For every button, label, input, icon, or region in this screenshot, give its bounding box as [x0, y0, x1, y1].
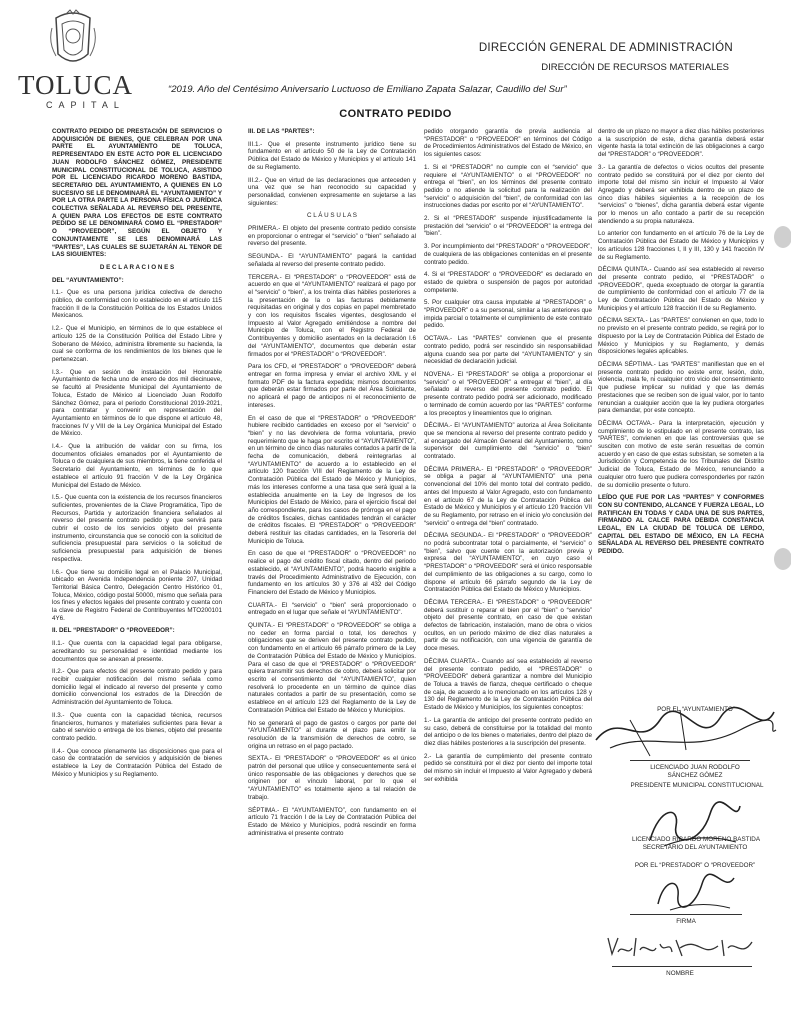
toluca-crest-icon: [48, 8, 98, 72]
clause-sexta: SEXTA.- El “PRESTADOR” o “PROVEEDOR” es el único patrón del personal que utilice y consecuentemente será el único responsable de las obligaciones y derechos que se originen por el vínculo laboral, por lo que el “AYUNTAMIENTO” es totalmente ajeno a tal relación de trabajo.: [248, 755, 416, 801]
handwritten-provider-name: [602, 930, 762, 966]
declaration-paragraph: II.1.- Que cuenta con la capacidad legal para obligarse, acreditando su personalidad e identidad mediante los documentos que se anexan al presente.: [52, 640, 222, 663]
clause-decima-octava: DÉCIMA OCTAVA.- Para la interpretación, ejecución y cumplimiento de lo estipulado en el presente contrato, las “PARTES”, convienen en que las controversias que se susciten con motivo de este serán resueltas de común acuerdo y en caso de que estas subsistan, se someten a la Jurisdicción y Competencia de los Tribunales del Distrito Judicial de Toluca, Estado de México, renunciando a cualquier otro fuero que pudiera corresponderles por razón de su domicilio presente o futuro.: [598, 419, 764, 489]
declaration-paragraph: I.1.- Que es una persona jurídica colectiva de derecho público, de conformidad con lo establecido en el artículo 115 fracción II de la Constitución Política de los Estados Unidos Mexicanos.: [52, 289, 222, 320]
declaration-paragraph: III.2.- Que en virtud de las declaraciones que anteceden y una vez que se han reconocido su capacidad y personalidad, convienen expresamente en sujetarse a las siguientes:: [248, 176, 416, 207]
declaration-paragraph: I.5.- Que cuenta con la existencia de los recursos financieros suficientes, provenientes de la Clave Programática, Tipo de Recursos, Partida y autorización financiera señalados al reverso del presente contrato pedido y que servirá para cubrir el costo de los servicios objeto del presente instrumento, circunstancia que se conoció con la solicitud de suficiencia presupuestal para servicios o la solicitud de suficiencia presupuestal para adquisición de bienes respectiva.: [52, 494, 222, 563]
preamble: CONTRATO PEDIDO DE PRESTACIÓN DE SERVICIOS O ADQUISICIÓN DE BIENES, QUE CELEBRAN POR UNA PARTE EL AYUNTAMIENTO DE TOLUCA, REPRESENTADO EN ESTE ACTO POR EL LICENCIADO JUAN RODOLFO SÁNCHEZ GÓMEZ, PRESIDENTE MUNICIPAL CONSTITUCIONAL DE TOLUCA, ASISTIDO POR EL LICENCIADO RICARDO MORENO BASTIDA, SECRETARIO DEL AYUNTAMIENTO, A QUIENES EN LO SUCESIVO SE LE DENOMINARÁ EL “AYUNTAMIENTO” Y POR LA OTRA PARTE LA PERSONA FÍSICA O JURÍDICA COLECTIVA SEÑALADA AL REVERSO DEL PRESENTE, A QUIEN PARA LOS EFECTOS DE ESTE CONTRATO PEDIDO SE LE DENOMINARÁ COMO EL “PRESTADOR” O “PROVEEDOR”, SEGÚN EL OBJETO Y CONJUNTAMENTE SE LES DENOMINARÁ LAS “PARTES”, LAS CUALES SE SUJETARÁN AL TENOR DE LAS SIGUIENTES:: [52, 128, 222, 259]
logo-wordmark: TOLUCA: [18, 70, 134, 100]
mayor-title: PRESIDENTE MUNICIPAL CONSTITUCIONAL: [630, 782, 764, 789]
clause-paragraph: dentro de un plazo no mayor a diez días hábiles posteriores a la suscripción de este, dicha garantía deberá estar vigente hasta la total extinción de las obligaciones a cargo del “PRESTADOR” o “PROVEEDOR”.: [598, 128, 764, 159]
prestador-heading: II. DEL “PRESTADOR” O “PROVEEDOR”:: [52, 627, 175, 635]
clause-primera: PRIMERA.- El objeto del presente contrato pedido consiste en proporcionar o entregar el “servicio” o “bien” señalado al reverso del presente.: [248, 225, 416, 248]
clause-paragraph: En caso de que el “PRESTADOR” o “PROVEEDOR” no realice el pago del crédito fiscal citado, dentro del periodo establecido, el “AYUNTAMIENTO”, podrá hacerlo exigible a través del Procedimiento Administrativo de Ejecución, con fundamento en los artículos 30 y 376 al 432 del Código Financiero del Estado de México y Municipios.: [248, 550, 416, 596]
clause-item: 1.- La garantía de anticipo del presente contrato pedido en su caso, deberá de constituirse por la totalidad del monto del anticipo o de los bienes o materiales, dentro del plazo de diez días hábiles posteriores a la suscripción del presente.: [424, 716, 592, 747]
clause-item: 2.- La garantía de cumplimiento del presente contrato pedido se constituirá por el diez por ciento del importe total del mismo sin incluir el Impuesto al Valor Agregado y deberá ser exhibida: [424, 752, 592, 783]
signature-mayor: [590, 700, 780, 760]
secretary-name: LICENCIADO RICARDO MORENO BASTIDA: [631, 836, 761, 843]
mayor-name-line2: SÁNCHEZ GÓMEZ: [667, 772, 723, 779]
clause-decima: DÉCIMA.- El “AYUNTAMIENTO” autoriza al Área Solicitante que se menciona al reverso del presente contrato pedido y al encargado del Almacén General del Ayuntamiento, como supervisor del cumplimiento del “servicio” o “bien” contratado.: [424, 422, 592, 461]
nombre-line: [612, 966, 752, 967]
clause-item: 5. Por cualquier otra causa imputable al “PRESTADOR” o “PROVEEDOR” o a su personal, similar a las anteriores que impida parcial o totalmente el cumplimiento de este contrato pedido.: [424, 299, 592, 330]
signature-line: [630, 760, 750, 761]
clause-decima-quinta: DÉCIMA QUINTA.- Cuando así sea establecido al reverso del presente contrato pedido, el “PRESTADOR” o “PROVEEDOR”, queda exceptuado de otorgar la garantía de cumplimiento de conformidad con el artículo 77 de la Ley de Contratación Pública del Estado de México y Municipios y el artículo 128 fracción II de su Reglamento.: [598, 266, 764, 312]
signature-provider: [650, 870, 740, 914]
declaration-paragraph: III.1.- Que el presente instrumento jurídico tiene su fundamento en el artículo 50 de la Ley de Contratación Pública del Estado de México y Municipios y el artículo 141 de su Reglamento.: [248, 140, 416, 171]
clause-tercera: TERCERA.- El “PRESTADOR” o “PROVEEDOR” está de acuerdo en que el “AYUNTAMIENTO” realizará el pago por el “servicio” o “bien”, a los treinta días hábiles posteriores a la presentación de la o las facturas debidamente requisitadas en original y dos copias en papel membretado y con los requisitos fiscales vigentes, desglosando el Impuesto al Valor Agregado emitiéndose a nombre del Municipio de Toluca, con el Registro Federal de Contribuyentes y domicilio asentados en la declaración I.6 del “AYUNTAMIENTO”, documentos que deberán estar firmados por el “PRESTADOR” o “PROVEEDOR”.: [248, 273, 416, 358]
clause-decima-septima: DÉCIMA SÉPTIMA.- Las “PARTES” manifiestan que en el presente contrato pedido no existe error, lesión, dolo, violencia, mala fe, ni cualquier otro vicio del consentimiento que pudiese implicar su nulidad y que las demás prestaciones que se reciben son de igual valor, por lo tanto renuncian a cualquier acción que la ley pudiera otorgarles para demandar, por este concepto.: [598, 360, 764, 415]
declaration-paragraph: I.2.- Que el Municipio, en términos de lo que establece el artículo 125 de la Constitución Política del Estado Libre y Soberano de México, administra libremente su hacienda, la cual se conforma de los rendimientos de los bienes que le pertenezcan.: [52, 325, 222, 363]
firma-label: FIRMA: [676, 918, 696, 925]
clause-item: 2. Si el “PRESTADOR” suspende injustificadamente la prestación del “servicio” o el “PROVEEDOR” la entrega del “bien”.: [424, 215, 592, 238]
column-2: [248, 128, 416, 842]
declaraciones-heading: D E C L A R A C I O N E S: [99, 263, 175, 271]
nombre-label: NOMBRE: [666, 970, 694, 977]
clause-quinta: QUINTA.- El “PRESTADOR” o “PROVEEDOR” se obliga a no ceder en forma parcial o total, los derechos y obligaciones que se deriven del presente contrato pedido, con fundamento en el artículo 66 párrafo primero de la Ley de Contratación Pública del Estado de México y Municipios. Para el caso de que el “PRESTADOR” o “PROVEEDOR” quiera transmitir sus derechos de cobro, deberá solicitar por escrito el consentimiento del “AYUNTAMIENTO”, quien resolverá lo procedente en un término de quince días naturales contados a partir de su presentación, como se establece en el artículo 123 del Reglamento de la Ley de Contratación Pública del Estado de México y Municipios.: [248, 622, 416, 714]
declaration-paragraph: I.4.- Que la atribución de validar con su firma, los documentos oficiales emanados por el Ayuntamiento de Toluca o de cualquiera de sus miembros, la tiene conferida el Secretario del Ayuntamiento, en términos de lo que establece el artículo 91 fracción V de la Ley Orgánica Municipal del Estado de México.: [52, 443, 222, 489]
partes-heading: III. DE LAS “PARTES”:: [248, 128, 315, 135]
column-4: [598, 128, 764, 561]
clause-octava: OCTAVA.- Las “PARTES” convienen que el presente contrato pedido, podrá ser rescindido sin responsabilidad alguna cuando sea por parte del “AYUNTAMIENTO” y sin necesidad de declaración judicial.: [424, 335, 592, 366]
secretary-title: SECRETARIO DEL AYUNTAMIENTO: [642, 844, 748, 851]
declaration-paragraph: I.3.- Que en sesión de instalación del Honorable Ayuntamiento de fecha uno de enero de dos mil diecinueve, se facultó al Presidente Municipal del Ayuntamiento de Toluca, Estado de México al Licenciado Juan Rodolfo Sánchez Gómez, para el periodo Constitucional 2019-2021, para contratar y convenir en representación del Ayuntamiento en términos de lo que dispone el artículo 48, fracciones IV y VIII de la Ley Orgánica Municipal del Estado de México.: [52, 368, 222, 438]
clause-paragraph: En el caso de que el “PRESTADOR” o “PROVEEDOR” hubiere recibido cantidades en exceso por el “servicio” o “bien” y no las devolviera de forma voluntaria, previo requerimiento que le haga por escrito el “AYUNTAMIENTO”, en un término de cinco días naturales contados a partir de la fecha de comunicación, deberá reintegrarlas al “AYUNTAMIENTO” de acuerdo a lo establecido en el artículo 120 fracción VIII del Reglamento de la Ley de Contratación Pública del Estado de México y Municipios, más los intereses conforme a una tasa que será igual a la establecida anualmente en la Ley de Ingresos de los Municipios del Estado de México, para el ejercicio fiscal del año correspondiente, para los casos de prórroga en el pago de créditos fiscales, dichas cantidades tendrán el carácter de créditos fiscales. El “PRESTADOR” o “PROVEEDOR” deberá restituir las citadas cantidades, en la Tesorería del Municipio de Toluca.: [248, 414, 416, 545]
firma-line: [630, 914, 742, 915]
direccion-recursos-heading: DIRECCIÓN DE RECURSOS MATERIALES: [541, 62, 729, 73]
direccion-general-heading: DIRECCIÓN GENERAL DE ADMINISTRACIÓN: [478, 42, 733, 54]
year-motto: “2019. Año del Centésimo Aniversario Luctuoso de Emiliano Zapata Salazar, Caudillo del Sur”: [168, 84, 567, 95]
clause-paragraph: Lo anterior con fundamento en el artículo 76 de la Ley de Contratación Pública del Estado de México y Municipios y los artículos 128 fracciones I, II y III, 130 y 141 fracción IV de su Reglamento.: [598, 230, 764, 261]
clause-cuarta: CUARTA.- El “servicio” o “bien” será proporcionado o entregado en el lugar que señale el “AYUNTAMIENTO”.: [248, 601, 416, 617]
declaration-paragraph: II.2.- Que para efectos del presente contrato pedido y para recibir cualquier notificación del mismo señala como domicilio legal el indicado al reverso del presente y como domicilio convencional los estrados de la Dirección de Administración del Ayuntamiento de Toluca.: [52, 668, 222, 707]
clause-decima-tercera: DÉCIMA TERCERA.- El “PRESTADOR” o “PROVEEDOR” deberá sustituir o reparar el bien por el “bien” o “servicio” objeto del presente contrato, en caso de que existan defectos de fabricación, instalación, mano de obra o vicios ocultos, en un periodo máximo de diez días naturales a partir de su notificación, con una vigencia de garantía de doce meses.: [424, 598, 592, 653]
por-prestador-label: POR EL “PRESTADOR” O “PROVEEDOR”: [634, 862, 756, 869]
clause-paragraph: Para los CFD, el “PRESTADOR” o “PROVEEDOR” deberá entregar en forma impresa y enviar el archivo XML y el formato PDF de la factura expedida; mismos documentos que deberán estar firmados por parte del Área Solicitante, no aplicará el pago de anticipos ni el reconocimiento de intereses.: [248, 363, 416, 409]
clause-septima: SÉPTIMA.- El “AYUNTAMIENTO”, con fundamento en el artículo 71 fracción I de la Ley de Contratación Pública del Estado de México y Municipios, podrá rescindir en forma administrativa el presente contrato: [248, 806, 416, 837]
column-1: [52, 128, 222, 783]
declaration-paragraph: II.4.- Que conoce plenamente las disposiciones que para el caso de contratación de servicios y adquisición de bienes establece la Ley de Contratación Pública del Estado de México y Municipios y su Reglamento.: [52, 747, 222, 778]
por-ayuntamiento-label: POR EL “AYUNTAMIENTO”: [657, 706, 735, 713]
punch-hole: [774, 548, 791, 570]
clause-paragraph: pedido otorgando garantía de previa audiencia al “PRESTADOR” o “PROVEEDOR” en términos del Código de Procedimientos Administrativos del Estado de México, en los siguientes casos:: [424, 128, 592, 159]
clause-item: 4. Si el “PRESTADOR” o “PROVEEDOR” es declarado en estado de quiebra o suspensión de pagos por autoridad competente.: [424, 271, 592, 294]
toluca-logo: [18, 8, 134, 110]
declaration-paragraph: II.3.- Que cuenta con la capacidad técnica, recursos financieros, humanos y materiales suficientes para llevar a cabo el servicio o entrega de los bienes, objeto del presente contrato pedido.: [52, 711, 222, 742]
logo-subtitle: CAPITAL: [46, 100, 125, 110]
clause-item: 1. Si el “PRESTADOR” no cumple con el “servicio” que requiere el “AYUNTAMIENTO” o el “PROVEEDOR” no entrega el “bien”, en los términos del presente contrato pedido o no atiende la solicitud para la realización del “servicio” o adquisición del “bien”, de conformidad con las instrucciones dadas por escrito por el “AYUNTAMIENTO”.: [424, 163, 592, 210]
clause-decima-cuarta: DÉCIMA CUARTA.- Cuando así sea establecido al reverso del presente contrato pedido, el “PRESTADOR” o “PROVEEDOR” deberá garantizar a nombre del Municipio de Toluca a través de fianza, cheque certificado o cheque de caja, de acuerdo a lo mencionado en los artículos 128 y 130 del Reglamento de la Ley de Contratación Pública del Estado de México y Municipios, los siguientes conceptos:: [424, 657, 592, 712]
document-title: CONTRATO PEDIDO: [339, 108, 452, 120]
clause-segunda: SEGUNDA.- El “AYUNTAMIENTO” pagará la cantidad señalada al reverso del presente contrato pedido.: [248, 253, 416, 268]
clause-paragraph: No se generará el pago de gastos o cargos por parte del “AYUNTAMIENTO” al durante el plazo para emitir la resolución de la transmisión de derechos de cobro, se origina un retraso en el pago pactado.: [248, 719, 416, 750]
mayor-name-line1: LICENCIADO JUAN RODOLFO: [650, 764, 740, 771]
ayuntamiento-heading: DEL “AYUNTAMIENTO”:: [52, 276, 124, 284]
clause-item: 3. Por incumplimiento del “PRESTADOR” o “PROVEEDOR”, de cualquiera de las obligaciones contenidas en el presente contrato pedido.: [424, 243, 592, 266]
clause-item: 3.- La garantía de defectos o vicios ocultos del presente contrato pedido se constituirá por el diez por ciento del importe total del mismo sin incluir el Impuesto al Valor Agregado y deberá ser exhibida dentro de un plazo de cinco días hábiles siguientes a la recepción de los “servicios” o “bienes”, dicha garantía deberá estar vigente por lo menos un año contado a partir de su recepción atendiendo a su propia naturaleza.: [598, 163, 764, 225]
punch-hole: [774, 226, 791, 248]
clause-decima-sexta: DÉCIMA SEXTA.- Las “PARTES” convienen en que, todo lo no previsto en el presente contrato pedido, se regirá por lo dispuesto por la Ley de Contratación Pública del Estado de México y Municipios y su Reglamento, y demás disposiciones legales aplicables.: [598, 317, 764, 356]
column-3: [424, 128, 592, 788]
closing-statement: LEÍDO QUE FUE POR LAS “PARTES” Y CONFORMES CON SU CONTENIDO, ALCANCE Y FUERZA LEGAL, LO RATIFICAN EN TODAS Y CADA UNA DE SUS PARTES, FIRMANDO AL CALCE PARA DEBIDA CONSTANCIA LEGAL, EN LA CIUDAD DE TOLUCA DE LERDO, CAPITAL DEL ESTADO DE MÉXICO, EN LA FECHA SEÑALADA AL REVERSO DEL PRESENTE CONTRATO PEDIDO.: [598, 494, 764, 556]
clausulas-heading: C L Á U S U L A S: [307, 212, 357, 220]
declaration-paragraph: I.6.- Que tiene su domicilio legal en el Palacio Municipal, ubicado en Avenida Independencia poniente 207, Unidad Territorial Básica Centro, Delegación Centro Histórico 01, Toluca, México, código postal 50000, mismo que señala para los fines y efectos legales del presente contrato y cuenta con la clave de Registro Federal de Contribuyentes MTO200101 4Y6.: [52, 568, 222, 622]
clause-decima-segunda: DÉCIMA SEGUNDA.- El “PRESTADOR” o “PROVEEDOR” no podrá subcontratar total o parcialmente, el “servicio” o “bien”, salvo que cuente con la autorización previa y expresa del “AYUNTAMIENTO”, en cuyo caso el “PRESTADOR” o “PROVEEDOR” será el único responsable del cumplimiento de las obligaciones a su cargo, como lo dispone el artículo 66 párrafo segundo de la Ley de Contratación Pública del Estado de México y Municipios.: [424, 532, 592, 594]
clause-decima-primera: DÉCIMA PRIMERA.- El “PRESTADOR” o “PROVEEDOR” se obliga a pagar al “AYUNTAMIENTO” una pena convencional del 10% del monto total del contrato pedido, antes del Impuesto al Valor Agregado, esto con fundamento en el artículo 67 de la Ley de Contratación Pública del Estado de México y Municipios y el artículo 120 fracción VII de su Reglamento, por retraso en el inicio y/o conclusión del “servicio” o entrega del “bien” contratado.: [424, 465, 592, 527]
clause-novena: NOVENA.- El “PRESTADOR” se obliga a proporcionar el “servicio” o el “PROVEEDOR” a entregar el “bien”, al día señalado al reverso del presente contrato pedido. El presente contrato pedido podrá ser adicionado, modificado o terminado de común acuerdo por las “PARTES” conforme a los preceptos y lineamientos que lo originan.: [424, 370, 592, 417]
